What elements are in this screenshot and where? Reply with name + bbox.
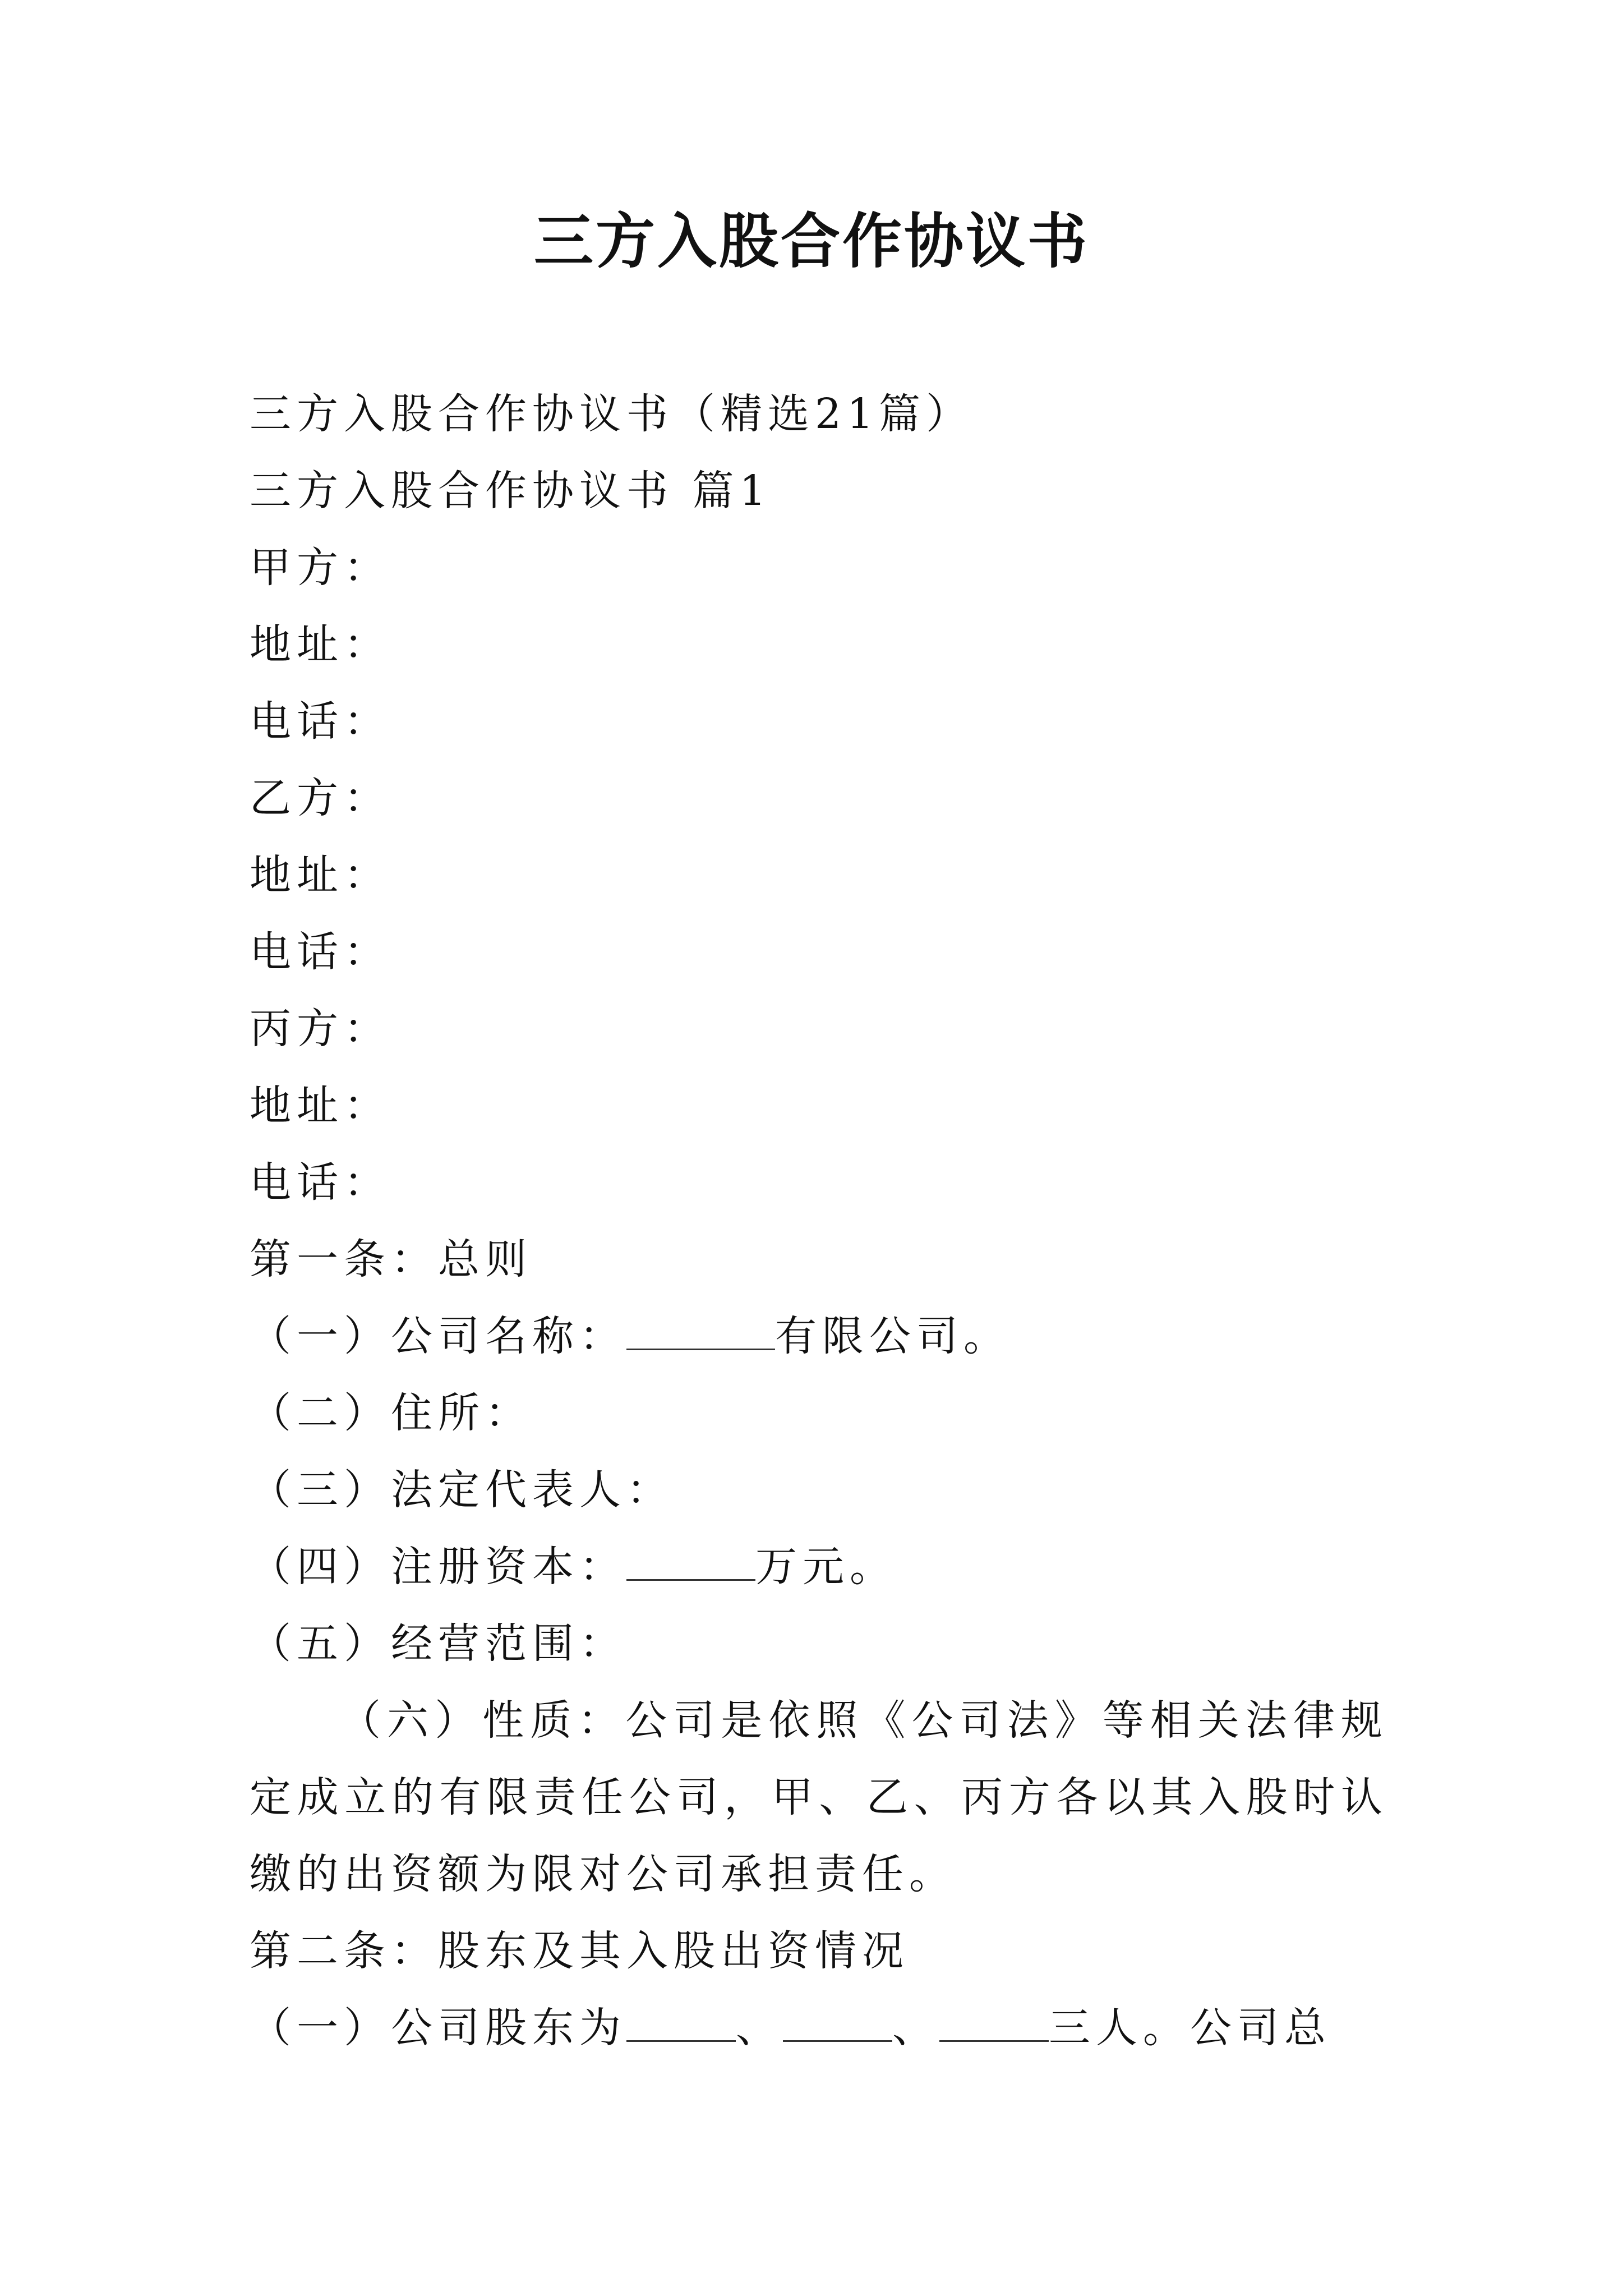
chapter-heading: 三方入股合作协议书 篇1	[250, 467, 772, 515]
article-1-item-4	[250, 1529, 1388, 1605]
separator: 、	[736, 2004, 783, 2052]
shareholder-2-blank	[783, 2007, 892, 2042]
company-name-blank	[626, 1315, 775, 1350]
article-2-heading: 第二条：股东及其入股出资情况	[250, 1927, 909, 1975]
article-1-item-6: （六）性质：公司是依照《公司法》等相关法律规定成立的有限责任公司，甲、乙、丙方各以其入股时认缴的出资额为限对公司承担责任。	[250, 1696, 1388, 1898]
party-a-label: 甲方：	[250, 544, 391, 592]
subtitle-line: 三方入股合作协议书（精选21篇）	[250, 390, 974, 438]
registered-capital-blank	[626, 1545, 755, 1581]
party-b-label: 乙方：	[250, 774, 391, 822]
item-1-label: （一）公司名称：	[250, 1312, 626, 1360]
article-1-item-1	[250, 1298, 1388, 1375]
article-1-item-3: （三）法定代表人：	[250, 1466, 674, 1514]
a2-item-1-label: （一）公司股东为	[250, 2004, 626, 2052]
shareholder-3-blank	[939, 2007, 1049, 2042]
party-a-address-label: 地址：	[250, 620, 391, 669]
separator: 、	[892, 2004, 939, 2052]
item-4-label: （四）注册资本：	[250, 1543, 626, 1591]
party-c-phone-label: 电话：	[250, 1158, 391, 1207]
party-b-phone-label: 电话：	[250, 928, 391, 976]
item-4-suffix: 万元。	[755, 1543, 897, 1591]
party-b-address-label: 地址：	[250, 851, 391, 899]
article-1-heading: 第一条：总则	[250, 1235, 532, 1283]
party-a-phone-label: 电话：	[250, 697, 391, 746]
document-title: 三方入股合作协议书	[534, 206, 1089, 276]
document-body	[250, 376, 1388, 2067]
article-2-item-1	[250, 1990, 1388, 2067]
a2-item-1-suffix: 三人。公司总	[1049, 2004, 1331, 2052]
party-c-label: 丙方：	[250, 1005, 391, 1053]
item-1-suffix: 有限公司。	[775, 1312, 1011, 1360]
article-1-item-5: （五）经营范围：	[250, 1619, 626, 1668]
shareholder-1-blank	[626, 2007, 736, 2042]
article-1-item-2: （二）住所：	[250, 1389, 532, 1437]
party-c-address-label: 地址：	[250, 1082, 391, 1130]
